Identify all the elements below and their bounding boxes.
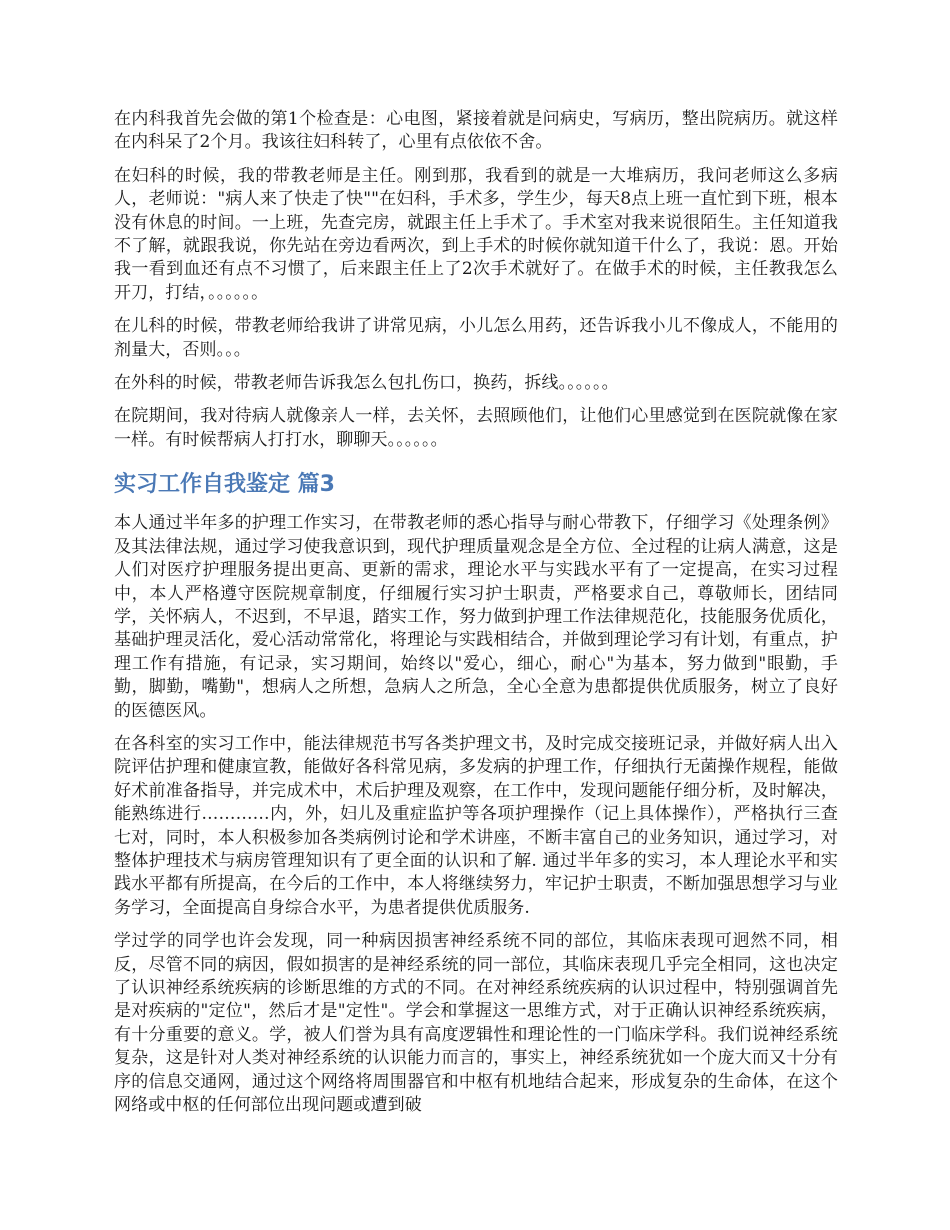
document-page (114, 108, 838, 1127)
paragraph-gynecology: 在妇科的时候，我的带教老师是主任。刚到那，我看到的就是一大堆病历，我问老师这么多病人，老师说："病人来了快走了快""在妇科，手术多，学生少，每天8点上班一直忙到下班，根本没有休息的时间。一上班，先查完房，就跟主任上手术了。手术室对我来说很陌生。主任知道我不了解，就跟我说，你先站在旁边看两次，到上手术的时候你就知道干什么了，我说：恩。开始我一看到血还有点不习惯了，后来跟主任上了2次手术就好了。在做手术的时候，主任教我怎么开刀，打结，。。。。。。 (114, 165, 838, 303)
section-title: 实习工作自我鉴定 篇3 (114, 472, 335, 498)
paragraph-hospital-stay: 在院期间，我对待病人就像亲人一样，去关怀，去照顾他们，让他们心里感觉到在医院就像在家一样。有时候帮病人打打水，聊聊天。。。。。。 (114, 406, 838, 450)
paragraph-pediatrics: 在儿科的时候，带教老师给我讲了讲常见病，小儿怎么用药，还告诉我小儿不像成人，不能用的剂量大，否则。。。 (114, 316, 838, 360)
paragraph-department-work: 在各科室的实习工作中，能法律规范书写各类护理文书，及时完成交接班记录，并做好病人出入院评估护理和健康宣教，能做好各科常见病，多发病的护理工作，仔细执行无菌操作规程，能做好术前准备指导，并完成术中，术后护理及观察，在工作中，发现问题能仔细分析，及时解决，能熟练进行…………内，外，妇儿及重症监护等各项护理操作（记上具体操作），严格执行三查七对，同时，本人积极参加各类病例讨论和学术讲座，不断丰富自己的业务知识，通过学习，对整体护理技术与病房管理知识有了更全面的认识和了解. 通过半年多的实习，本人理论水平和实践水平都有所提高，在今后的工作中，本人将继续努力，牢记护士职责，不断加强思想学习与业务学习，全面提高自身综合水平，为患者提供优质服务. (114, 733, 838, 918)
paragraph-nursing-internship: 本人通过半年多的护理工作实习，在带教老师的悉心指导与耐心带教下，仔细学习《处理条例》及其法律法规，通过学习使我意识到，现代护理质量观念是全方位、全过程的让病人满意，这是人们对医疗护理服务提出更高、更新的需求，理论水平与实践水平有了一定提高，在实习过程中，本人严格遵守医院规章制度，仔细履行实习护士职责，严格要求自己，尊敬师长，团结同学，关怀病人，不迟到，不早退，踏实工作，努力做到护理工作法律规范化，技能服务优质化，基础护理灵活化，爱心活动常常化，将理论与实践相结合，并做到理论学习有计划，有重点，护理工作有措施，有记录，实习期间，始终以"爱心，细心，耐心"为基本，努力做到"眼勤，手勤，脚勤，嘴勤"，想病人之所想，急病人之所急，全心全意为患都提供优质服务，树立了良好的医德医风。 (114, 513, 838, 721)
paragraph-neurology: 学过学的同学也许会发现，同一种病因损害神经系统不同的部位，其临床表现可迥然不同，相反，尽管不同的病因，假如损害的是神经系统的同一部位，其临床表现几乎完全相同，这也决定了认识神经系统疾病的诊断思维的方式的不同。在对神经系统疾病的认识过程中，特别强调首先是对疾病的"定位"，然后才是"定性"。学会和掌握这一思维方式，对于正确认识神经系统疾病，有十分重要的意义。学，被人们誉为具有高度逻辑性和理论性的一门临床学科。我们说神经系统复杂，这是针对人类对神经系统的认识能力而言的，事实上，神经系统犹如一个庞大而又十分有序的信息交通网，通过这个网络将周围器官和中枢有机地结合起来，形成复杂的生命体，在这个网络或中枢的任何部位出现问题或遭到破 (114, 931, 838, 1116)
paragraph-surgery: 在外科的时候，带教老师告诉我怎么包扎伤口，换药，拆线。。。。。。 (114, 373, 619, 394)
paragraph-internal-medicine: 在内科我首先会做的第1个检查是：心电图，紧接着就是问病史，写病历，整出院病历。就这样在内科呆了2个月。我该往妇科转了，心里有点依依不舍。 (114, 109, 838, 153)
